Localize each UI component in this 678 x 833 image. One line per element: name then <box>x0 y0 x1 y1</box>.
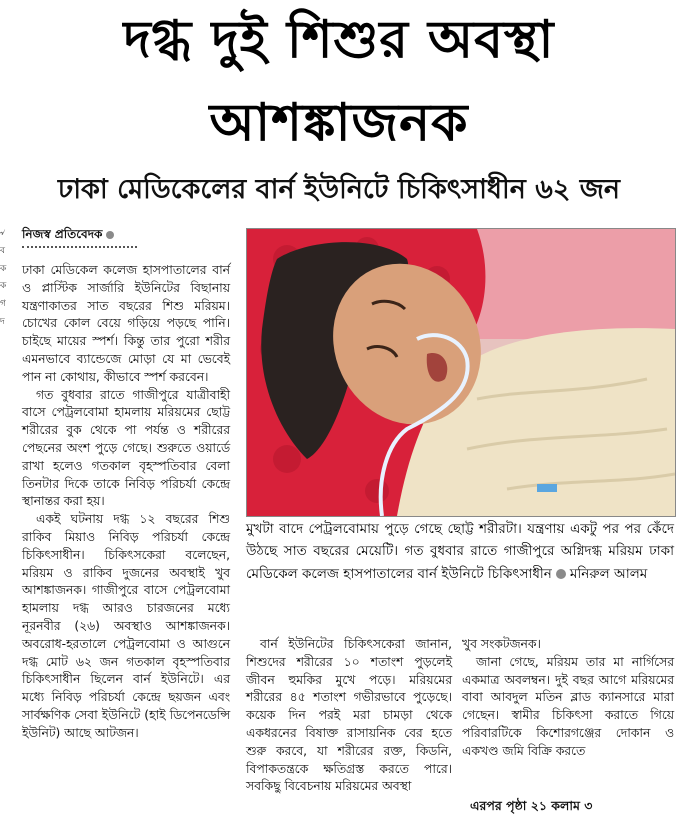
headline-line-2: আশঙ্কাজনক <box>209 93 469 153</box>
photo-caption <box>246 518 674 585</box>
margin-fragment: দ <box>0 316 5 327</box>
paragraph: জানা গেছে, মরিয়ম তার মা নার্গিসের একমাত্র অবলম্বন। দুই বছর আগে মরিয়মের বাবা আবদুল মতিন ব্লাড ক্যানসারে মারা গেছেন। স্বামীর চিকিৎসা করাতে গিয়ে পরিবারটিকে কিশোরগঞ্জের দোকান ও একখণ্ড জমি বিক্রি করতে <box>462 654 674 758</box>
margin-fragment: ৵ <box>0 228 6 238</box>
byline-divider <box>22 246 137 248</box>
margin-fragment: গ <box>0 299 6 310</box>
headline-line-1: দগ্ধ দুই শিশুর অবস্থা <box>123 10 555 70</box>
margin-fragment: ক <box>0 281 7 292</box>
continued-on-page[interactable]: এরপর পৃষ্ঠা ২১ কলাম ৩ <box>470 798 593 813</box>
article-column-1 <box>22 262 230 743</box>
paragraph: একই ঘটনায় দগ্ধ ১২ বছরের শিশু রাকিব মিয়াও নিবিড় পরিচর্যা কেন্দ্রে চিকিৎসাধীন। চিকিৎসকেরা বলেছেন, মরিয়ম ও রাকিব দুজনের অবস্থাই খুব আশঙ্কাজনক। গাজীপুরে বাসে পেট্রলবোমা হামলায় দগ্ধ আরও চারজনের মধ্যে নূরনবীর (২৬) অবস্থাও আশঙ্কাজনক। অবরোধ-হরতালে পেট্রলবোমা ও আগুনে দগ্ধ মোট ৬২ জন গতকাল বৃহস্পতিবার চিকিৎসাধীন ছিলেন বার্ন ইউনিটে। এর মধ্যে নিবিড় পরিচর্যা কেন্দ্রে ছয়জন এবং সার্বক্ষণিক সেবা ইউনিটে (হাই ডিপেনডেন্সি ইউনিট) আছে আটজন। <box>22 512 230 740</box>
margin-fragment: ব <box>0 245 6 256</box>
caption-text: মুখটা বাদে পেট্রলবোমায় পুড়ে গেছে ছোট্ট শরীরটা। যন্ত্রণায় একটু পর পর কেঁদে উঠছে সাত বছরের মেয়েটি। গত বুধবার রাতে গাজীপুরে অগ্নিদগ্ধ মরিয়ম ঢাকা মেডিকেল কলেজ হাসপাতালের বার্ন ইউনিটে চিকিৎসাধীন <box>246 521 674 582</box>
paragraph: বার্ন ইউনিটের চিকিৎসকেরা জানান, শিশুদের শরীরের ১০ শতাংশ পুড়লেই জীবন হুমকির মুখে পড়ে। মরিয়মের শরীরের ৪৫ শতাংশ গভীরভাবে পুড়েছে। কয়েক দিন পরই মরা চামড়া থেকে একধরনের বিষাক্ত রাসায়নিক বের হতে শুরু করবে, যা শরীরের রক্ত, কিডনি, বিপাকতন্ত্রকে ক্ষতিগ্রস্ত করতে পারে। সবকিছু বিবেচনায় মরিয়মের অবস্থা <box>246 637 452 794</box>
byline-bullet-icon <box>106 231 114 239</box>
article-column-3 <box>462 636 674 761</box>
paragraph: ঢাকা মেডিকেল কলেজ হাসপাতালের বার্ন ও প্লাস্টিক সার্জারি ইউনিটের বিছানায় যন্ত্রণাকাতর সাত বছরের শিশু মরিয়ম। চোখের কোল বেয়ে গড়িয়ে পড়ছে পানি। চাইছে মায়ের স্পর্শ। কিন্তু তার পুরো শরীর এমনভাবে ব্যান্ডেজে মোড়া যে মা ভেবেই পান না কোথায়, কীভাবে স্পর্শ করবেন। <box>22 263 230 384</box>
article-column-2 <box>246 636 452 796</box>
byline <box>22 226 232 246</box>
subheadline: ঢাকা মেডিকেলের বার্ন ইউনিটে চিকিৎসাধীন ৬২ জন <box>57 174 621 205</box>
iv-connector <box>537 484 557 492</box>
photo-credit: মনিরুল আলম <box>569 565 648 582</box>
bedsheet <box>467 229 675 339</box>
margin-fragment: ক <box>0 263 7 274</box>
paragraph: খুব সংকটজনক। <box>462 637 541 651</box>
adjacent-column-fragment <box>0 225 8 332</box>
byline-text: নিজস্ব প্রতিবেদক <box>22 227 103 241</box>
photo-illustration <box>247 229 675 516</box>
paragraph: গত বুধবার রাতে গাজীপুরে যাত্রীবাহী বাসে পেট্রলবোমা হামলায় মরিয়মের ছোট্ট শরীরের বুক থেকে পা পর্যন্ত ও শরীরের পেছনের অংশ পুড়ে গেছে। শুরুতে ওয়ার্ডে রাখা হলেও গতকাল বৃহস্পতিবার বেলা তিনটার দিকে তাকে নিবিড় পরিচর্যা কেন্দ্রে স্থানান্তর করা হয়। <box>22 387 230 509</box>
credit-bullet-icon <box>556 569 566 579</box>
news-photo <box>246 228 676 517</box>
